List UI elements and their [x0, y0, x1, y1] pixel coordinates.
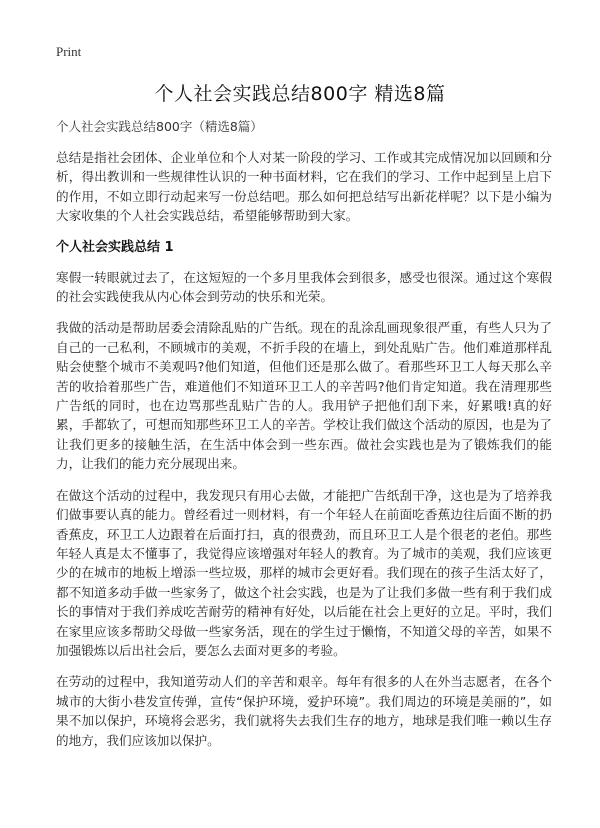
section-heading: 个人社会实践总结 1 — [56, 239, 174, 255]
document-title: 个人社会实践总结800字 精选8篇 — [154, 83, 446, 105]
intro-paragraph: 总结是指社会团体、企业单位和个人对某一阶段的学习、工作或其完成情况加以回顾和分析，得出教训和一些规律性认识的一种书面材料，它在我们的学习、工作中起到呈上启下的作用，不如立即行动起来写一份总结吧。那么如何把总结写出新花样呢？以下是小编为大家收集的个人社会实践总结，希望能够帮助到大家。 — [56, 150, 552, 224]
body-paragraph: 寒假一转眼就过去了，在这短短的一个多月里我体会到很多，感受也很深。通过这个寒假的社会实践使我从内心体会到劳动的快乐和光荣。 — [56, 269, 552, 305]
body-paragraph: 在做这个活动的过程中，我发现只有用心去做，才能把广告纸刮干净，这也是为了培养我们做事要认真的能力。曾经看过一则材料，有一个年轻人在前面吃香蕉边往后面不断的扔香蕉皮，环卫工人边跟着在后面打扫，真的很费劲，而且环卫工人是个很老的老伯。那些年轻人真是太不懂事了，我觉得应该增强对年轻人的教育。为了城市的美观，我们应该更少的在城市的地板上增添一些垃圾，那样的城市会更好看。我们现在的孩子生活太好了，都不知道多动手做一些家务了，做这个社会实践，也是为了让我们多做一些有利于我们成长的事情对于我们养成吃苦耐劳的精神有好处，以后能在社会上更好的立足。平时，我们在家里应该多帮助父母做一些家务活，现在的学生过于懒惰，不知道父母的辛苦，如果不加强锻炼以后出社会后，要怎么去面对更多的考验。 — [56, 487, 552, 658]
document-body — [56, 118, 552, 762]
document-subtitle: 个人社会实践总结800字（精选8篇） — [56, 119, 263, 134]
print-label: Print — [56, 44, 82, 59]
body-paragraph: 在劳动的过程中，我知道劳动人们的辛苦和艰辛。每年有很多的人在外当志愿者，在各个城市的大街小巷发宣传弹，宣传“保护环境，爱护环境”。我们周边的环境是美丽的”，如果不加以保护，环境将会恶劣，我们就将失去我们生存的地方，地球是我们唯一赖以生存的地方，我们应该加以保护。 — [56, 674, 552, 748]
body-paragraph: 我做的活动是帮助居委会清除乱贴的广告纸。现在的乱涂乱画现象很严重，有些人只为了自己的一己私利，不顾城市的美观，不折手段的在墙上，到处乱贴广告。他们难道那样乱贴会使整个城市不美观吗?他们知道，但他们还是那么做了。看那些环卫工人每天那么辛苦的收拾着那些广告，难道他们不知道环卫工人的辛苦吗?他们肯定知道。我在清理那些广告纸的同时，也在边骂那些乱贴广告的人。我用铲子把他们刮下来，好累哦!真的好累，手都软了，可想而知那些环卫工人的辛苦。学校让我们做这个活动的原因，也是为了让我们更多的接触生活，在生活中体会到一些东西。做社会实践也是为了锻炼我们的能力，让我们的能力充分展现出来。 — [56, 320, 552, 472]
